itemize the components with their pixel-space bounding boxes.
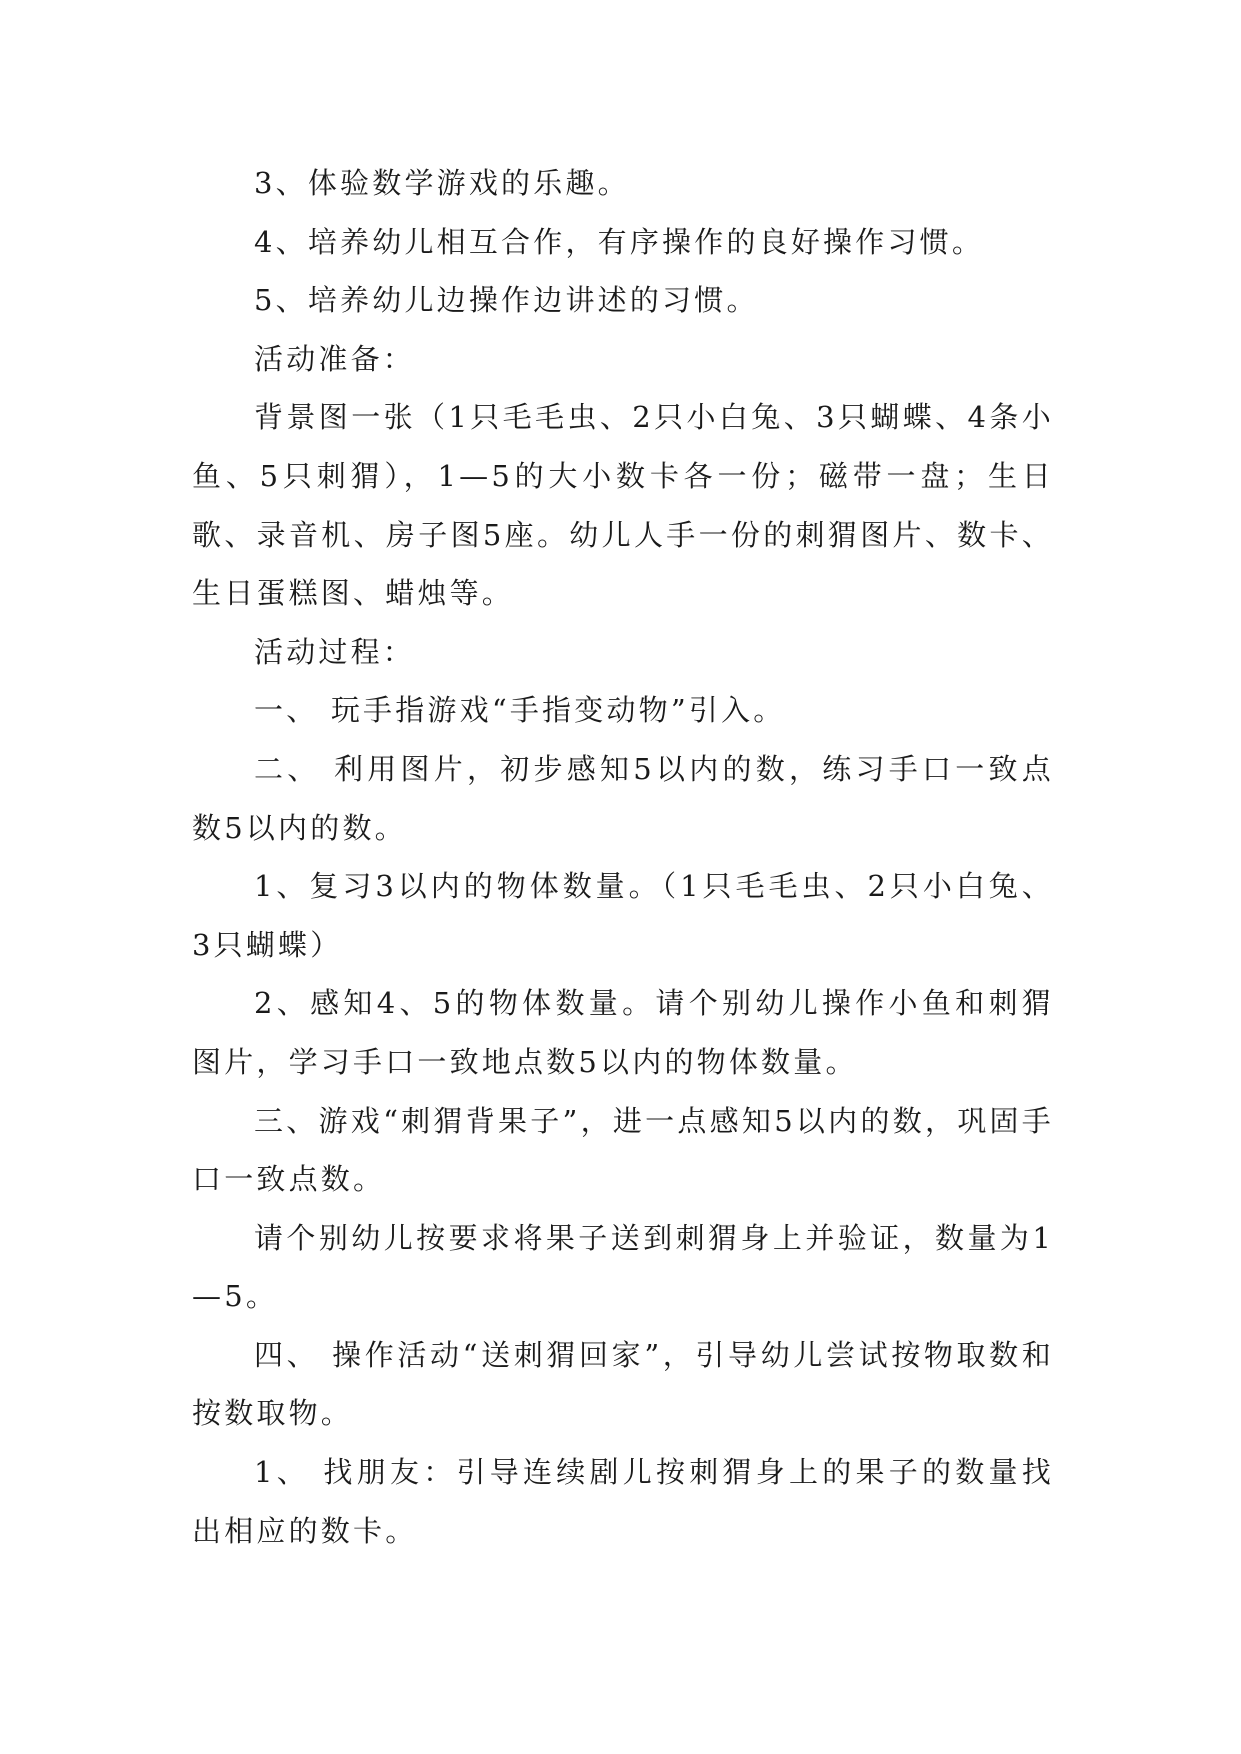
- paragraph-step-3-detail: 请个别幼儿按要求将果子送到刺猬身上并验证，数量为1—5。: [192, 1220, 1054, 1314]
- paragraph-step-2-item-1: 1、复习3以内的物体数量。（1只毛毛虫、2只小白兔、3只蝴蝶）: [192, 869, 1054, 962]
- heading-activity-preparation: 活动准备：: [254, 341, 416, 376]
- paragraph-step-1: 一、 玩手指游戏“手指变动物”引入。: [254, 693, 786, 728]
- paragraph-goal-5: 5、培养幼儿边操作边讲述的习惯。: [254, 283, 759, 318]
- paragraph-step-4-item-1: 1、 找朋友：引导连续剧儿按刺猬身上的果子的数量找出相应的数卡。: [192, 1455, 1054, 1548]
- paragraph-step-2: 二、 利用图片，初步感知5以内的数，练习手口一致点数5以内的数。: [192, 751, 1054, 845]
- paragraph-step-4: 四、 操作活动“送刺猬回家”，引导幼儿尝试按物取数和按数取物。: [192, 1337, 1054, 1431]
- paragraph-step-2-item-2: 2、感知4、5的物体数量。请个别幼儿操作小鱼和刺猬图片，学习手口一致地点数5以内的物体数量。: [192, 986, 1054, 1079]
- paragraph-preparation-materials: 背景图一张（1只毛毛虫、2只小白兔、3只蝴蝶、4条小鱼、5只刺猬），1—5的大小数卡各一份；磁带一盘；生日歌、录音机、房子图5座。幼儿人手一份的刺猬图片、数卡、生日蛋糕图、蜡烛等。: [192, 400, 1054, 611]
- paragraph-step-3: 三、游戏“刺猬背果子”，进一点感知5以内的数，巩固手口一致点数。: [192, 1103, 1054, 1197]
- paragraph-goal-3: 3、体验数学游戏的乐趣。: [254, 166, 630, 200]
- paragraph-goal-4: 4、培养幼儿相互合作，有序操作的良好操作习惯。: [254, 224, 985, 259]
- heading-activity-process: 活动过程：: [254, 634, 416, 669]
- document-page: [192, 154, 1054, 1560]
